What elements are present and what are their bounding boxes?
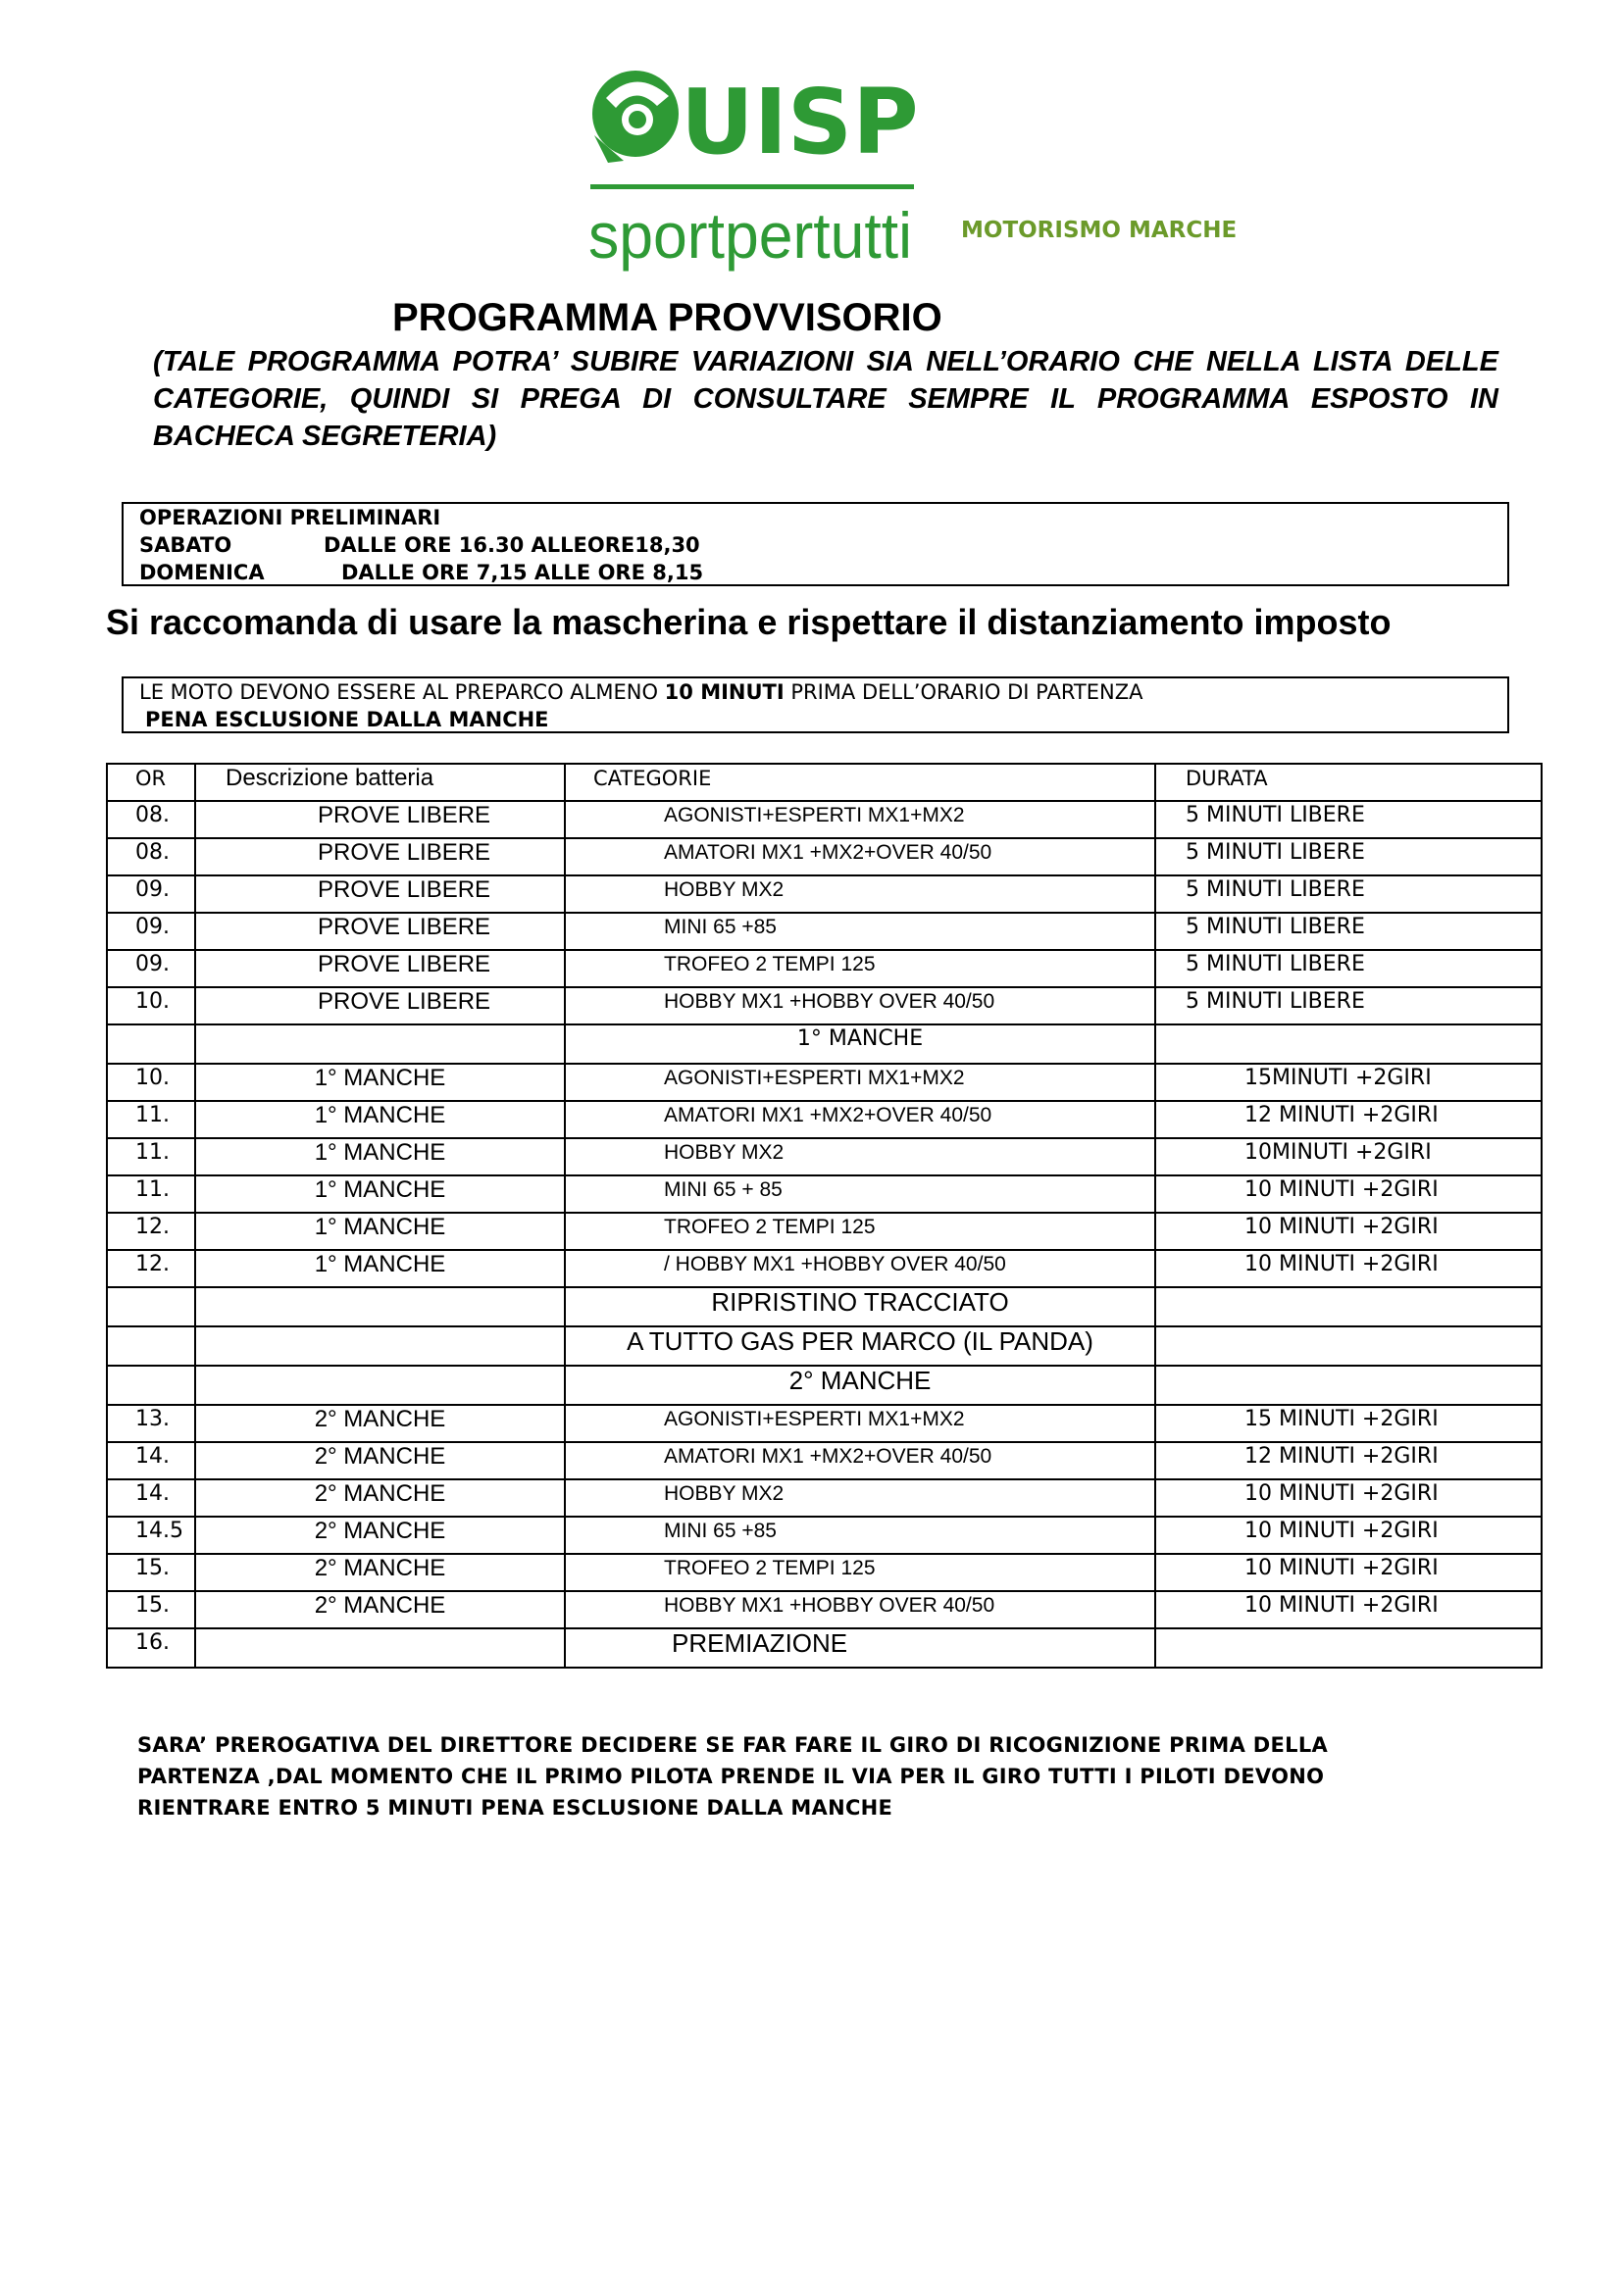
time-cell: 12. [107, 1213, 195, 1250]
duration-cell: 10MINUTI +2GIRI [1155, 1138, 1542, 1175]
award-row [107, 1628, 1542, 1668]
time-cell: 14.5 [107, 1517, 195, 1554]
uisp-logo [584, 37, 918, 277]
time-cell: 14. [107, 1442, 195, 1479]
preliminary-heading: OPERAZIONI PRELIMINARI [139, 506, 441, 529]
preliminary-row-saturday [139, 531, 1507, 559]
category-cell: MINI 65 +85 [565, 913, 1155, 950]
description-cell: 1° MANCHE [195, 1064, 565, 1101]
category-cell: TROFEO 2 TEMPI 125 [565, 1213, 1155, 1250]
table-row [107, 1442, 1542, 1479]
category-cell: HOBBY MX1 +HOBBY OVER 40/50 [565, 987, 1155, 1024]
description-cell: PROVE LIBERE [195, 838, 565, 875]
table-row [107, 1517, 1542, 1554]
description-cell: 1° MANCHE [195, 1213, 565, 1250]
time-cell: 11. [107, 1138, 195, 1175]
hours-label: DALLE ORE 16.30 ALLEORE18,30 [324, 533, 700, 557]
time-cell: 08. [107, 838, 195, 875]
duration-cell: 10 MINUTI +2GIRI [1155, 1517, 1542, 1554]
table-row [107, 1138, 1542, 1175]
duration-cell: 5 MINUTI LIBERE [1155, 987, 1542, 1024]
header-categories: CATEGORIE [565, 764, 1155, 801]
table-row [107, 1554, 1542, 1591]
duration-cell: 5 MINUTI LIBERE [1155, 913, 1542, 950]
preliminary-operations-box [122, 502, 1509, 586]
manche1-rows [107, 1064, 1542, 1287]
description-cell: 2° MANCHE [195, 1517, 565, 1554]
category-cell: AMATORI MX1 +MX2+OVER 40/50 [565, 1442, 1155, 1479]
table-row [107, 875, 1542, 913]
time-cell: 15. [107, 1554, 195, 1591]
manche2-title: 2° MANCHE [565, 1366, 1155, 1405]
table-row [107, 801, 1542, 838]
category-cell: AGONISTI+ESPERTI MX1+MX2 [565, 801, 1155, 838]
category-cell: AGONISTI+ESPERTI MX1+MX2 [565, 1064, 1155, 1101]
category-cell: AMATORI MX1 +MX2+OVER 40/50 [565, 838, 1155, 875]
table-row [107, 1213, 1542, 1250]
table-row [107, 950, 1542, 987]
warning-text: PRIMA DELL’ORARIO DI PARTENZA [784, 680, 1143, 704]
table-row [107, 838, 1542, 875]
description-cell: 1° MANCHE [195, 1175, 565, 1213]
duration-cell: 10 MINUTI +2GIRI [1155, 1479, 1542, 1517]
warning-text: LE MOTO DEVONO ESSERE AL PREPARCO ALMENO [139, 680, 665, 704]
description-cell: 1° MANCHE [195, 1138, 565, 1175]
duration-cell: 10 MINUTI +2GIRI [1155, 1554, 1542, 1591]
time-cell: 09. [107, 950, 195, 987]
time-cell: 12. [107, 1250, 195, 1287]
description-cell: PROVE LIBERE [195, 875, 565, 913]
hours-label: DALLE ORE 7,15 ALLE ORE 8,15 [341, 561, 704, 584]
table-row [107, 1479, 1542, 1517]
table-row [107, 987, 1542, 1024]
description-cell: 2° MANCHE [195, 1405, 565, 1442]
description-cell: PROVE LIBERE [195, 801, 565, 838]
table-row [107, 1175, 1542, 1213]
table-row [107, 1250, 1542, 1287]
description-cell: 2° MANCHE [195, 1554, 565, 1591]
duration-cell: 12 MINUTI +2GIRI [1155, 1442, 1542, 1479]
duration-cell: 10 MINUTI +2GIRI [1155, 1213, 1542, 1250]
duration-cell: 10 MINUTI +2GIRI [1155, 1250, 1542, 1287]
time-cell: 11. [107, 1175, 195, 1213]
category-cell: TROFEO 2 TEMPI 125 [565, 950, 1155, 987]
table-header-row [107, 764, 1542, 801]
duration-cell: 5 MINUTI LIBERE [1155, 838, 1542, 875]
schedule-table [106, 763, 1543, 1669]
header-or: OR [107, 764, 195, 801]
logo-text: UISP [681, 70, 918, 175]
duration-cell: 5 MINUTI LIBERE [1155, 801, 1542, 838]
tribute-label: A TUTTO GAS PER MARCO (IL PANDA) [565, 1326, 1155, 1366]
description-cell: PROVE LIBERE [195, 913, 565, 950]
time-cell: 11. [107, 1101, 195, 1138]
category-cell: AGONISTI+ESPERTI MX1+MX2 [565, 1405, 1155, 1442]
preparco-warning-box [122, 676, 1509, 733]
description-cell: 2° MANCHE [195, 1479, 565, 1517]
time-cell: 14. [107, 1479, 195, 1517]
header-duration: DURATA [1155, 764, 1542, 801]
description-cell: PROVE LIBERE [195, 950, 565, 987]
section-row [107, 1366, 1542, 1405]
manche2-rows [107, 1405, 1542, 1628]
time-cell: 15. [107, 1591, 195, 1628]
day-label: SABATO [139, 533, 232, 557]
footer-note: SARA’ PREROGATIVA DEL DIRETTORE DECIDERE SE FAR FARE IL GIRO DI RICOGNIZIONE PRIMA DELLA PARTENZA ,DAL MOMENTO CHE IL PRIMO PILOTA PRENDE IL VIA PER IL GIRO TUTTI I PILOTI DEVONO RIENTRARE ENTRO 5 MINUTI PENA ESCLUSIONE DALLA MANCHE [137, 1733, 1329, 1820]
award-or: 16. [107, 1628, 195, 1668]
time-cell: 10. [107, 987, 195, 1024]
description-cell: 1° MANCHE [195, 1250, 565, 1287]
description-cell: 1° MANCHE [195, 1101, 565, 1138]
category-cell: AMATORI MX1 +MX2+OVER 40/50 [565, 1101, 1155, 1138]
duration-cell: 12 MINUTI +2GIRI [1155, 1101, 1542, 1138]
day-label: DOMENICA [139, 561, 265, 584]
duration-cell: 15 MINUTI +2GIRI [1155, 1405, 1542, 1442]
time-cell: 09. [107, 913, 195, 950]
duration-cell: 15MINUTI +2GIRI [1155, 1064, 1542, 1101]
preliminary-row-sunday [139, 559, 1507, 586]
description-cell: 2° MANCHE [195, 1591, 565, 1628]
time-cell: 09. [107, 875, 195, 913]
description-cell: 2° MANCHE [195, 1442, 565, 1479]
section-row [107, 1287, 1542, 1326]
duration-cell: 5 MINUTI LIBERE [1155, 950, 1542, 987]
section-row [107, 1024, 1542, 1064]
manche1-title: 1° MANCHE [565, 1024, 1155, 1064]
mask-recommendation: Si raccomanda di usare la mascherina e rispettare il distanziamento imposto [106, 602, 1392, 642]
category-cell: MINI 65 + 85 [565, 1175, 1155, 1213]
description-cell: PROVE LIBERE [195, 987, 565, 1024]
header-desc: Descrizione batteria [195, 764, 565, 801]
category-cell: MINI 65 +85 [565, 1517, 1155, 1554]
table-row [107, 1591, 1542, 1628]
duration-cell: 10 MINUTI +2GIRI [1155, 1175, 1542, 1213]
table-row [107, 1101, 1542, 1138]
table-row [107, 1405, 1542, 1442]
ripristino-label: RIPRISTINO TRACCIATO [565, 1287, 1155, 1326]
section-row [107, 1326, 1542, 1366]
page-title: PROGRAMMA PROVVISORIO [392, 296, 942, 339]
table-row [107, 1064, 1542, 1101]
helmet-icon [592, 71, 679, 163]
warning-emphasis: 10 MINUTI [664, 680, 785, 704]
disclaimer-note: (TALE PROGRAMMA POTRA’ SUBIRE VARIAZIONI SIA NELL’ORARIO CHE NELLA LISTA DELLE CATEGORIE, QUINDI SI PREGA DI CONSULTARE SEMPRE IL PROGRAMMA ESPOSTO IN BACHECA SEGRETERIA) [153, 346, 1498, 452]
warning-line-1 [139, 678, 1507, 706]
time-cell: 10. [107, 1064, 195, 1101]
time-cell: 08. [107, 801, 195, 838]
table-row [107, 913, 1542, 950]
category-cell: HOBBY MX1 +HOBBY OVER 40/50 [565, 1591, 1155, 1628]
practice-rows [107, 801, 1542, 1024]
logo-tagline: sportpertutti [588, 199, 912, 272]
category-cell: HOBBY MX2 [565, 1138, 1155, 1175]
duration-cell: 5 MINUTI LIBERE [1155, 875, 1542, 913]
award-label: PREMIAZIONE [565, 1628, 1155, 1668]
category-cell: HOBBY MX2 [565, 875, 1155, 913]
category-cell: HOBBY MX2 [565, 1479, 1155, 1517]
warning-line-2: PENA ESCLUSIONE DALLA MANCHE [145, 708, 549, 731]
time-cell: 13. [107, 1405, 195, 1442]
org-subtitle: MOTORISMO MARCHE [961, 218, 1238, 243]
duration-cell: 10 MINUTI +2GIRI [1155, 1591, 1542, 1628]
category-cell: TROFEO 2 TEMPI 125 [565, 1554, 1155, 1591]
category-cell: / HOBBY MX1 +HOBBY OVER 40/50 [565, 1250, 1155, 1287]
